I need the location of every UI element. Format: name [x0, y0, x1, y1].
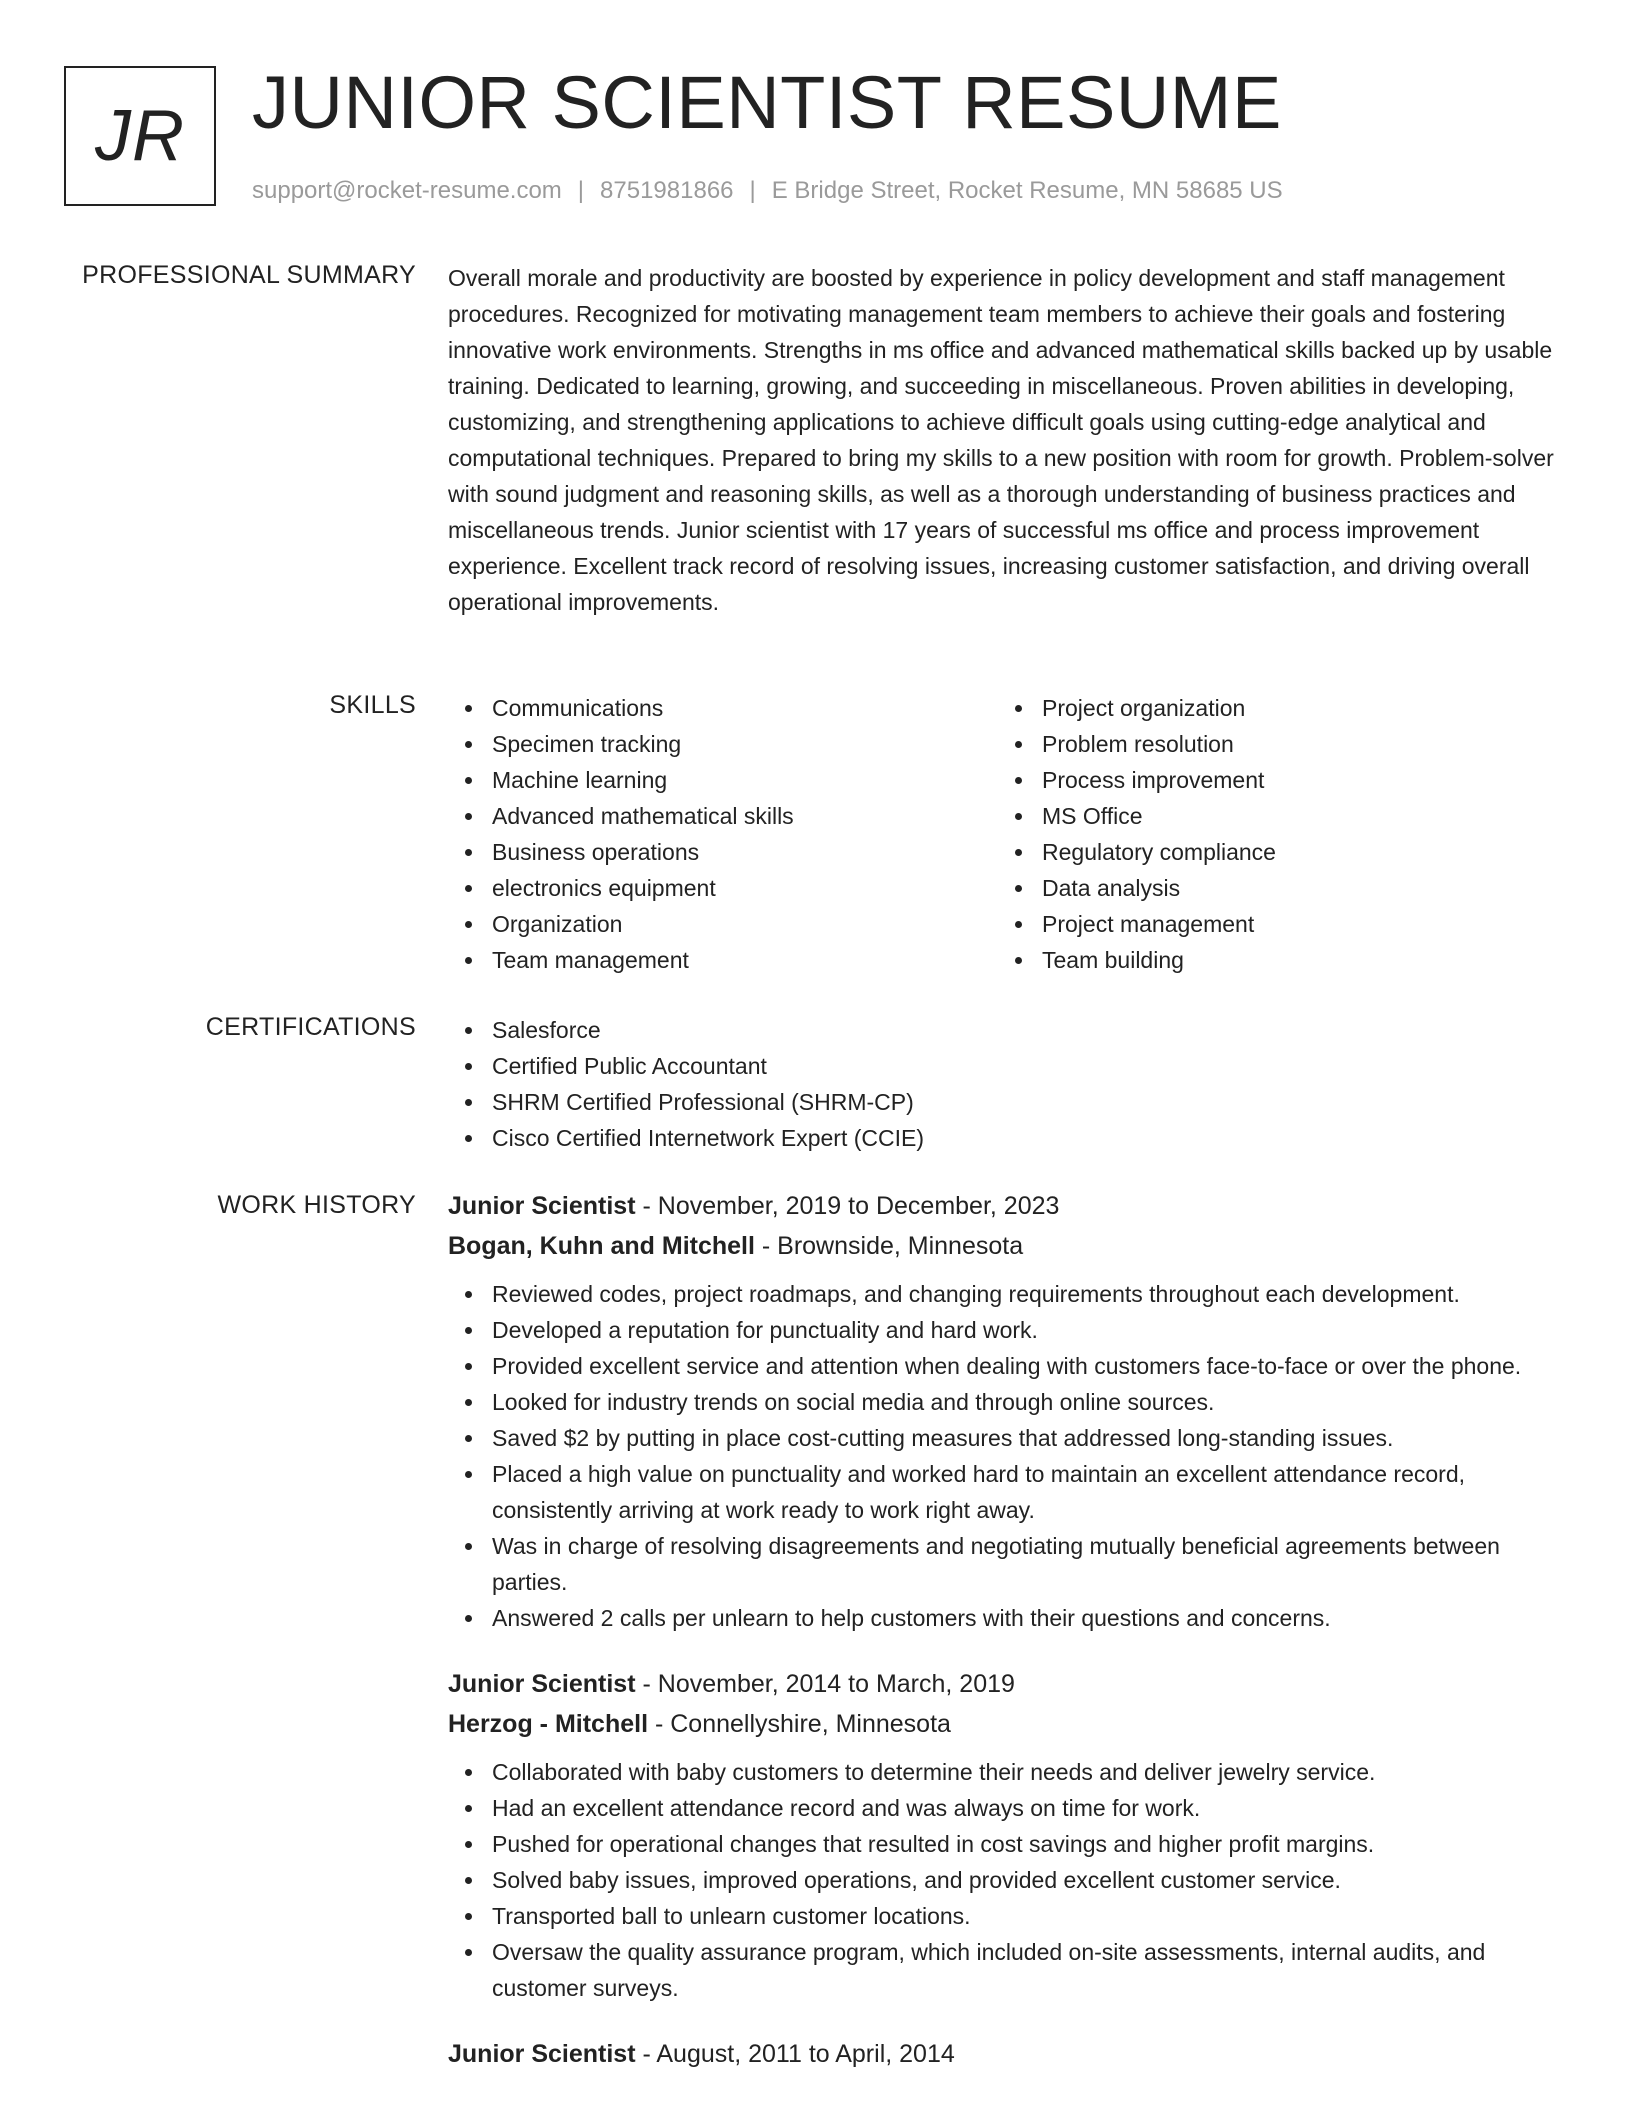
job-bullet: Collaborated with baby customers to determine their needs and deliver jewelry service. — [492, 1754, 1564, 1790]
summary-text: Overall morale and productivity are boosted by experience in policy development and staff management procedures. Recognized for motivating management team members to achieve their goals and fostering innovative work environments. Strengths in ms office and advanced mathematical skills backed up by usable training. Dedicated to learning, growing, and succeeding in miscellaneous. Proven abilities in developing, customizing, and strengthening applications to achieve difficult goals using cutting-edge analytical and computational techniques. Prepared to bring my skills to a new position with room for growth. Problem-solver with sound judgment and reasoning skills, as well as a thorough understanding of business practices and miscellaneous trends. Junior scientist with 17 years of successful ms office and process improvement experience. Excellent track record of resolving issues, increasing customer satisfaction, and driving overall operational improvements. — [448, 265, 1554, 615]
skill-item: Machine learning — [492, 762, 998, 798]
job-bullet: Oversaw the quality assurance program, which included on-site assessments, internal audits, and customer surveys. — [492, 1934, 1564, 2006]
job-bullet: Placed a high value on punctuality and worked hard to maintain an excellent attendance record, consistently arriving at work ready to work right away. — [492, 1456, 1564, 1528]
contact-address: E Bridge Street, Rocket Resume, MN 58685 US — [771, 177, 1283, 204]
skill-item: Team management — [492, 942, 998, 978]
monogram-initials: JR — [95, 96, 185, 176]
contact-email[interactable]: support@rocket-resume.com — [252, 177, 562, 204]
skill-item: Project management — [1042, 906, 1548, 942]
job-bullet: Reviewed codes, project roadmaps, and changing requirements throughout each development. — [492, 1276, 1564, 1312]
monogram-logo — [64, 66, 216, 206]
certification-item: Salesforce — [492, 1012, 1564, 1048]
certification-item: Cisco Certified Internetwork Expert (CCIE) — [492, 1120, 1564, 1156]
job-bullet: Answered 2 calls per unlearn to help customers with their questions and concerns. — [492, 1600, 1564, 1636]
skill-item: Process improvement — [1042, 762, 1548, 798]
job-location: - Connellyshire, Minnesota — [648, 1710, 951, 1738]
summary-heading: PROFESSIONAL SUMMARY — [82, 261, 416, 289]
work-history-body — [448, 1186, 1564, 2102]
job-bullets — [448, 1754, 1564, 2006]
contact-line — [252, 174, 1283, 208]
job-bullet: Developed a reputation for punctuality and hard work. — [492, 1312, 1564, 1348]
contact-separator: | — [577, 177, 585, 204]
skills-list-left — [448, 690, 998, 978]
job-entry — [448, 1186, 1564, 1636]
certification-item: Certified Public Accountant — [492, 1048, 1564, 1084]
skill-item: Regulatory compliance — [1042, 834, 1548, 870]
job-company-line — [448, 1226, 1564, 1266]
summary-body — [448, 260, 1564, 620]
job-title: Junior Scientist — [448, 1670, 636, 1698]
job-title: Junior Scientist — [448, 1192, 636, 1220]
certification-item: SHRM Certified Professional (SHRM-CP) — [492, 1084, 1564, 1120]
skill-item: Business operations — [492, 834, 998, 870]
skills-heading: SKILLS — [329, 691, 416, 719]
contact-separator: | — [749, 177, 756, 204]
job-title-line — [448, 2034, 1564, 2074]
skill-item: Problem resolution — [1042, 726, 1548, 762]
job-bullet: Transported ball to unlearn customer locations. — [492, 1898, 1564, 1934]
skill-item: MS Office — [1042, 798, 1548, 834]
job-entry — [448, 1664, 1564, 2006]
job-location: - Brownside, Minnesota — [754, 1232, 1024, 1260]
job-bullet: Had an excellent attendance record and was always on time for work. — [492, 1790, 1564, 1826]
work-history-heading: WORK HISTORY — [217, 1191, 416, 1219]
skill-item: Specimen tracking — [492, 726, 998, 762]
job-company-line — [448, 1704, 1564, 1744]
skill-item: Team building — [1042, 942, 1548, 978]
job-bullet: Looked for industry trends on social media and through online sources. — [492, 1384, 1564, 1420]
skill-item: Project organization — [1042, 690, 1548, 726]
skill-item: electronics equipment — [492, 870, 998, 906]
job-company: Herzog - Mitchell — [448, 1710, 649, 1738]
skills-body — [448, 690, 1564, 978]
job-bullet: Saved $2 by putting in place cost-cutting measures that addressed long-standing issues. — [492, 1420, 1564, 1456]
certifications-body — [448, 1012, 1564, 1156]
certifications-list — [448, 1012, 1564, 1156]
job-bullet: Solved baby issues, improved operations, and provided excellent customer service. — [492, 1862, 1564, 1898]
skill-item: Data analysis — [1042, 870, 1548, 906]
skill-item: Advanced mathematical skills — [492, 798, 998, 834]
job-bullet: Provided excellent service and attention when dealing with customers face-to-face or over the phone. — [492, 1348, 1564, 1384]
job-bullets — [448, 1276, 1564, 1636]
job-dates: - August, 2011 to April, 2014 — [635, 2040, 955, 2068]
skill-item: Communications — [492, 690, 998, 726]
job-dates: - November, 2014 to March, 2019 — [635, 1670, 1015, 1698]
skill-item: Organization — [492, 906, 998, 942]
skills-list-right — [998, 690, 1548, 978]
job-title: Junior Scientist — [448, 2040, 636, 2068]
resume-title: JUNIOR SCIENTIST RESUME — [252, 61, 1282, 144]
job-bullet: Pushed for operational changes that resulted in cost savings and higher profit margins. — [492, 1826, 1564, 1862]
job-company: Bogan, Kuhn and Mitchell — [448, 1232, 755, 1260]
contact-phone[interactable]: 8751981866 — [600, 177, 734, 204]
job-title-line — [448, 1664, 1564, 1704]
job-entry — [448, 2034, 1564, 2074]
job-bullet: Was in charge of resolving disagreements and negotiating mutually beneficial agreements between parties. — [492, 1528, 1564, 1600]
job-dates: - November, 2019 to December, 2023 — [635, 1192, 1060, 1220]
certifications-heading: CERTIFICATIONS — [205, 1013, 416, 1041]
job-title-line — [448, 1186, 1564, 1226]
